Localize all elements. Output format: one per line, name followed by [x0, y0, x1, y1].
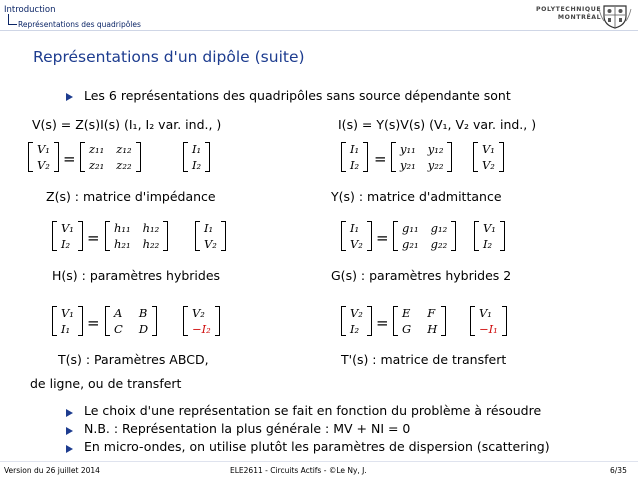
matrix-cell: I₁ [61, 322, 71, 336]
matrix-cell: V₁ [479, 306, 492, 320]
bullet-top-text: Les 6 représentations des quadripôles sans source dépendante sont [84, 88, 511, 103]
h-matrix [105, 221, 168, 251]
footer-version: Version du 26 juillet 2014 [4, 466, 100, 475]
logo-line-2: MONTRÉAL [557, 14, 602, 21]
matrix-cell: V₁ [61, 306, 74, 320]
matrix-cell: z₁₁ [89, 142, 105, 156]
z-rhs-vector [183, 142, 210, 172]
matrix-cell: H [427, 322, 438, 336]
matrix-cell: y₂₂ [427, 158, 444, 172]
matrix-cell: V₂ [482, 158, 495, 172]
matrix-cell: I₁ [350, 142, 360, 156]
bullet-text-2: N.B. : Représentation la plus générale : MV + NI = 0 [84, 421, 411, 436]
y-lhs-vector [341, 142, 368, 172]
matrix-cell: I₁ [192, 142, 202, 156]
crest-icon [598, 3, 632, 29]
page-number: 6/35 [610, 466, 627, 475]
matrix-cell: A [114, 306, 123, 320]
matrix-cell: D [138, 322, 149, 336]
matrix-cell: I₁ [350, 221, 360, 235]
matrix-cell: I₂ [483, 237, 493, 251]
matrix-cell: C [114, 322, 123, 336]
z-lhs-vector [28, 142, 59, 172]
matrix-cell: B [138, 306, 148, 320]
matrix-cell-highlight: −I₁ [479, 322, 498, 336]
header-divider [0, 30, 638, 31]
right-heading: I(s) = Y(s)V(s) (V₁, V₂ var. ind., ) [338, 117, 537, 132]
matrix-cell: V₂ [350, 306, 363, 320]
equals-sign: = [87, 229, 100, 247]
footer-course: ELE2611 - Circuits Actifs - ©Le Ny, J. [230, 466, 367, 475]
matrix-cell: z₂₁ [89, 158, 105, 172]
matrix-cell: V₂ [192, 306, 205, 320]
footer-divider [0, 461, 638, 462]
equals-sign: = [376, 314, 389, 332]
h-caption: H(s) : paramètres hybrides [52, 268, 221, 283]
t-rhs-vector [183, 306, 220, 336]
matrix-cell: E [402, 306, 411, 320]
left-heading: V(s) = Z(s)I(s) (I₁, I₂ var. ind., ) [32, 117, 222, 132]
matrix-cell: z₁₂ [116, 142, 132, 156]
g-matrix [393, 221, 456, 251]
bullet-text-1: Le choix d'une représentation se fait en fonction du problème à résoudre [84, 403, 542, 418]
institution-logo-text [536, 6, 601, 22]
efgh-matrix [393, 306, 446, 336]
bullet-marker [66, 445, 73, 453]
matrix-cell: g₁₂ [430, 221, 448, 235]
tp-lhs-vector [341, 306, 372, 336]
equals-sign: = [87, 314, 100, 332]
matrix-cell: V₁ [483, 221, 496, 235]
matrix-cell: V₂ [204, 237, 217, 251]
matrix-cell: I₂ [350, 322, 360, 336]
tp-caption: T'(s) : matrice de transfert [341, 352, 507, 367]
equals-sign: = [374, 150, 387, 168]
matrix-cell: V₁ [61, 221, 74, 235]
t-caption-line2: de ligne, ou de transfert [30, 376, 182, 391]
abcd-matrix [105, 306, 157, 336]
matrix-cell: V₁ [37, 142, 50, 156]
z-matrix [80, 142, 141, 172]
logo-line-1: POLYTECHNIQUE [536, 6, 602, 13]
y-caption: Y(s) : matrice d'admittance [331, 189, 502, 204]
bullet-marker [66, 93, 73, 101]
t-caption-line1: T(s) : Paramètres ABCD, [58, 352, 209, 367]
matrix-cell: F [427, 306, 436, 320]
tp-rhs-vector [470, 306, 507, 336]
matrix-cell: h₁₁ [114, 221, 131, 235]
matrix-cell: I₂ [192, 158, 202, 172]
matrix-cell: V₂ [350, 237, 363, 251]
matrix-cell: V₂ [37, 158, 50, 172]
matrix-cell: I₁ [204, 221, 214, 235]
h-rhs-vector [195, 221, 226, 251]
breadcrumb-subsection[interactable]: Représentations des quadripôles [18, 20, 141, 29]
matrix-cell: h₁₂ [142, 221, 160, 235]
matrix-cell: g₁₁ [402, 221, 419, 235]
matrix-cell: I₂ [350, 158, 360, 172]
breadcrumb-section[interactable]: Introduction [4, 5, 56, 15]
bullet-marker [66, 409, 73, 417]
matrix-cell: h₂₂ [142, 237, 160, 251]
slide-title: Représentations d'un dipôle (suite) [33, 48, 305, 66]
y-matrix [391, 142, 452, 172]
matrix-cell: g₂₂ [430, 237, 448, 251]
matrix-cell-highlight: −I₂ [192, 322, 211, 336]
h-lhs-vector [52, 221, 83, 251]
g-caption: G(s) : paramètres hybrides 2 [331, 268, 512, 283]
t-lhs-vector [52, 306, 83, 336]
matrix-cell: G [402, 322, 412, 336]
g-lhs-vector [341, 221, 372, 251]
g-rhs-vector [474, 221, 505, 251]
z-caption: Z(s) : matrice d'impédance [46, 189, 216, 204]
matrix-cell: g₂₁ [402, 237, 419, 251]
bullet-text-3: En micro-ondes, on utilise plutôt les paramètres de dispersion (scattering) [84, 439, 550, 454]
matrix-cell: z₂₂ [116, 158, 132, 172]
matrix-cell: I₂ [61, 237, 71, 251]
equals-sign: = [63, 150, 76, 168]
matrix-cell: y₁₂ [427, 142, 444, 156]
equals-sign: = [376, 229, 389, 247]
matrix-cell: V₁ [482, 142, 495, 156]
y-rhs-vector [473, 142, 504, 172]
matrix-cell: y₂₁ [400, 158, 416, 172]
breadcrumb-tree-connector [8, 14, 17, 25]
bullet-marker [66, 427, 73, 435]
matrix-cell: y₁₁ [400, 142, 416, 156]
matrix-cell: h₂₁ [114, 237, 131, 251]
